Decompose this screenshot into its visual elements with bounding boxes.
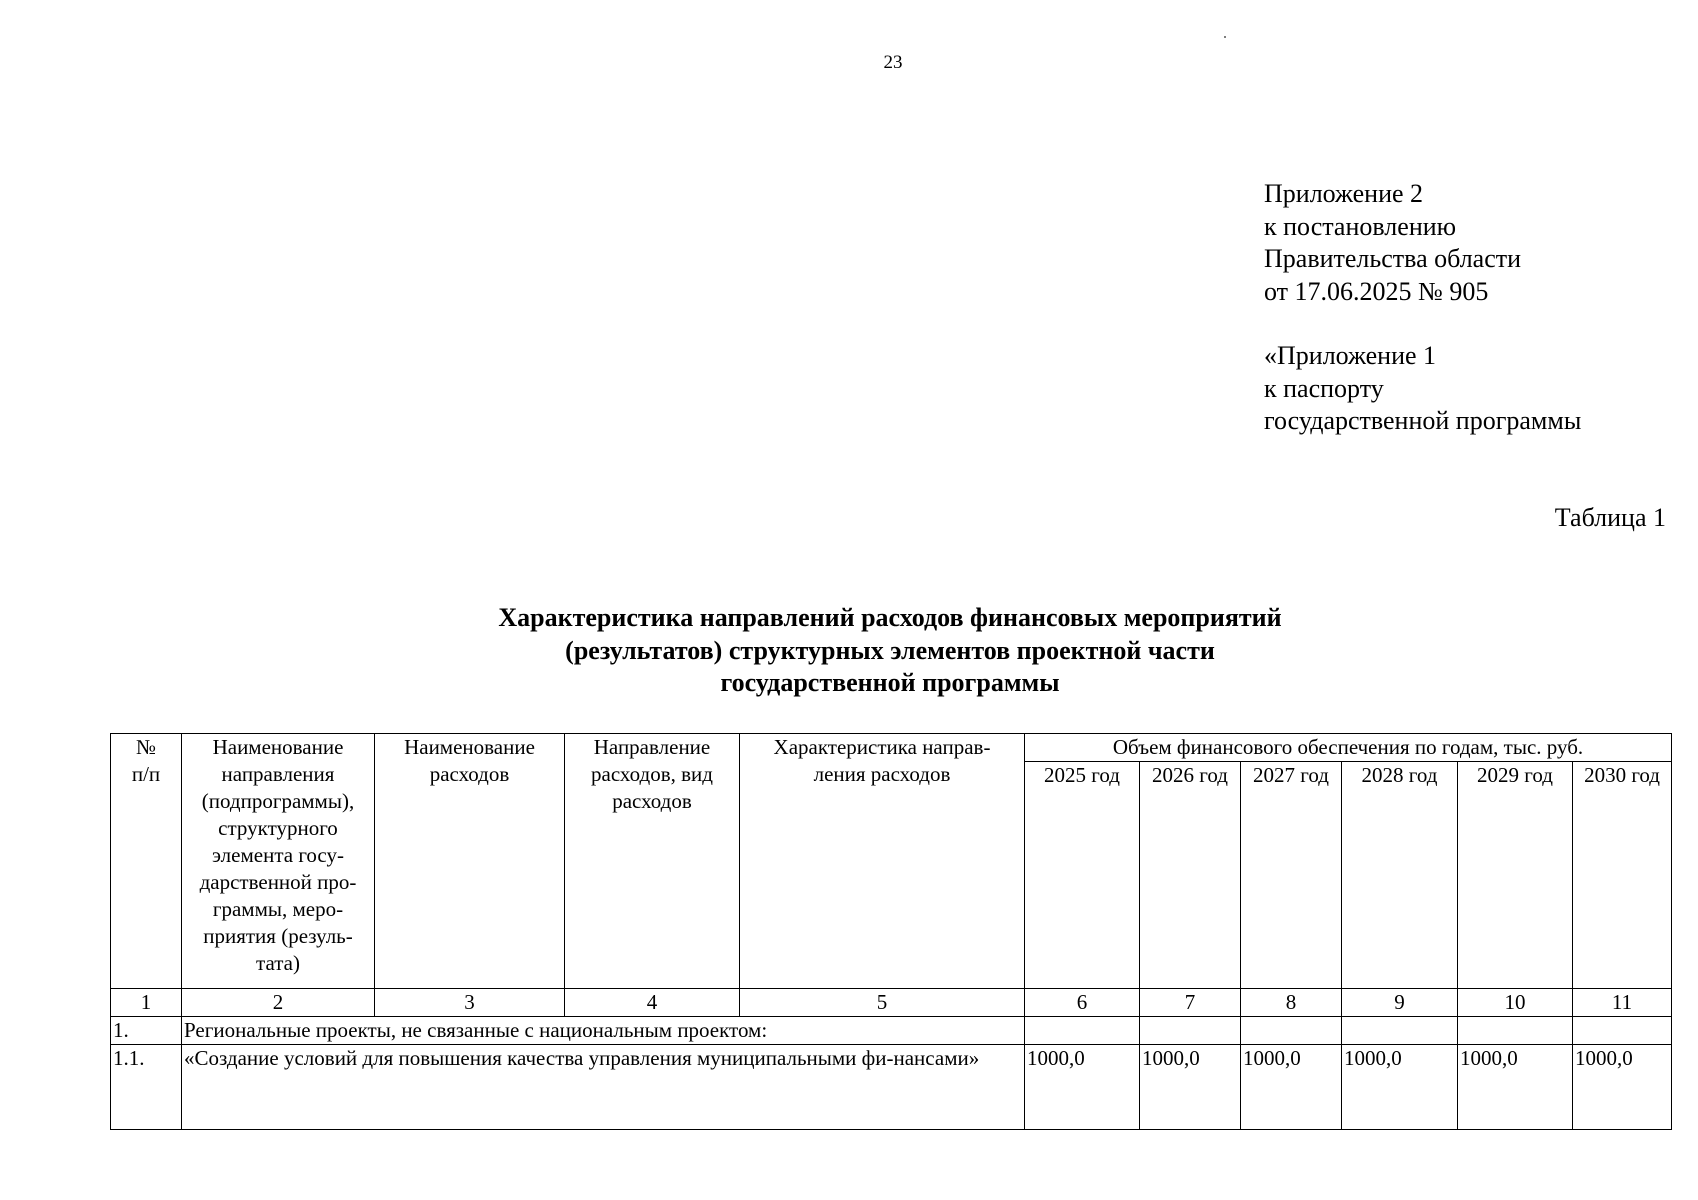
header-expense-name: Наименование расходов [375, 734, 565, 989]
value-cell [1573, 1017, 1672, 1045]
scan-speck [1224, 36, 1226, 38]
value-cell [1140, 1017, 1241, 1045]
appendix-block [1264, 178, 1581, 438]
header-year: 2028 год [1342, 762, 1458, 989]
value-cell: 1000,0 [1342, 1045, 1458, 1130]
value-cell [1025, 1017, 1140, 1045]
value-cell: 1000,0 [1241, 1045, 1342, 1130]
appendix-line: к постановлению [1264, 211, 1457, 241]
appendix-line: Правительства области [1264, 244, 1522, 273]
column-number: 10 [1458, 989, 1573, 1017]
item-title: «Создание условий для повышения качества управления муниципальными фи-нансами» [182, 1045, 1025, 1130]
header-year: 2026 год [1140, 762, 1241, 989]
header-year: 2027 год [1241, 762, 1342, 989]
value-cell: 1000,0 [1573, 1045, 1672, 1130]
header-expense-direction: Направление расходов, вид расходов [565, 734, 740, 989]
page-number: 23 [883, 52, 903, 73]
table-label: Таблица 1 [1554, 503, 1666, 532]
header-characteristic: Характеристика направ- ления расходов [740, 734, 1025, 989]
column-number: 3 [375, 989, 565, 1017]
header-direction-name: Наименование направления (подпрограммы), структурного элемента госу- дарственной про- граммы, меро- приятия (резуль- тата) [182, 734, 375, 989]
appendix-line: Приложение 2 [1264, 179, 1424, 208]
table-row [111, 1017, 1672, 1045]
value-cell: 1000,0 [1025, 1045, 1140, 1130]
appendix-line: «Приложение 1 [1264, 341, 1437, 370]
column-number: 8 [1241, 989, 1342, 1017]
appendix-line: к паспорту [1264, 373, 1384, 403]
column-number: 1 [111, 989, 182, 1017]
value-cell [1342, 1017, 1458, 1045]
spacer [1264, 308, 1581, 340]
finance-table [110, 733, 1672, 1130]
appendix-line: от 17.06.2025 № 905 [1264, 276, 1489, 306]
column-number: 2 [182, 989, 375, 1017]
row-number: 1. [111, 1017, 182, 1045]
appendix-line: государственной программы [1264, 406, 1582, 435]
table-row [111, 1045, 1672, 1130]
column-number: 11 [1573, 989, 1672, 1017]
column-number: 6 [1025, 989, 1140, 1017]
value-cell: 1000,0 [1458, 1045, 1573, 1130]
header-year: 2025 год [1025, 762, 1140, 989]
title-line: государственной программы [720, 668, 1060, 697]
header-year: 2030 год [1573, 762, 1672, 989]
header-year: 2029 год [1458, 762, 1573, 989]
column-number: 4 [565, 989, 740, 1017]
row-number: 1.1. [111, 1045, 182, 1130]
value-cell: 1000,0 [1140, 1045, 1241, 1130]
column-number: 9 [1342, 989, 1458, 1017]
column-number-row [111, 989, 1672, 1017]
title-line: (результатов) структурных элементов проектной части [565, 635, 1215, 665]
column-number: 5 [740, 989, 1025, 1017]
title-line: Характеристика направлений расходов финансовых мероприятий [498, 603, 1282, 632]
section-title: Региональные проекты, не связанные с национальным проектом: [182, 1017, 1025, 1045]
document-title [110, 602, 1670, 700]
header-funding-group: Объем финансового обеспечения по годам, тыс. руб. [1025, 734, 1672, 762]
column-number: 7 [1140, 989, 1241, 1017]
header-num: № п/п [111, 734, 182, 989]
value-cell [1241, 1017, 1342, 1045]
value-cell [1458, 1017, 1573, 1045]
